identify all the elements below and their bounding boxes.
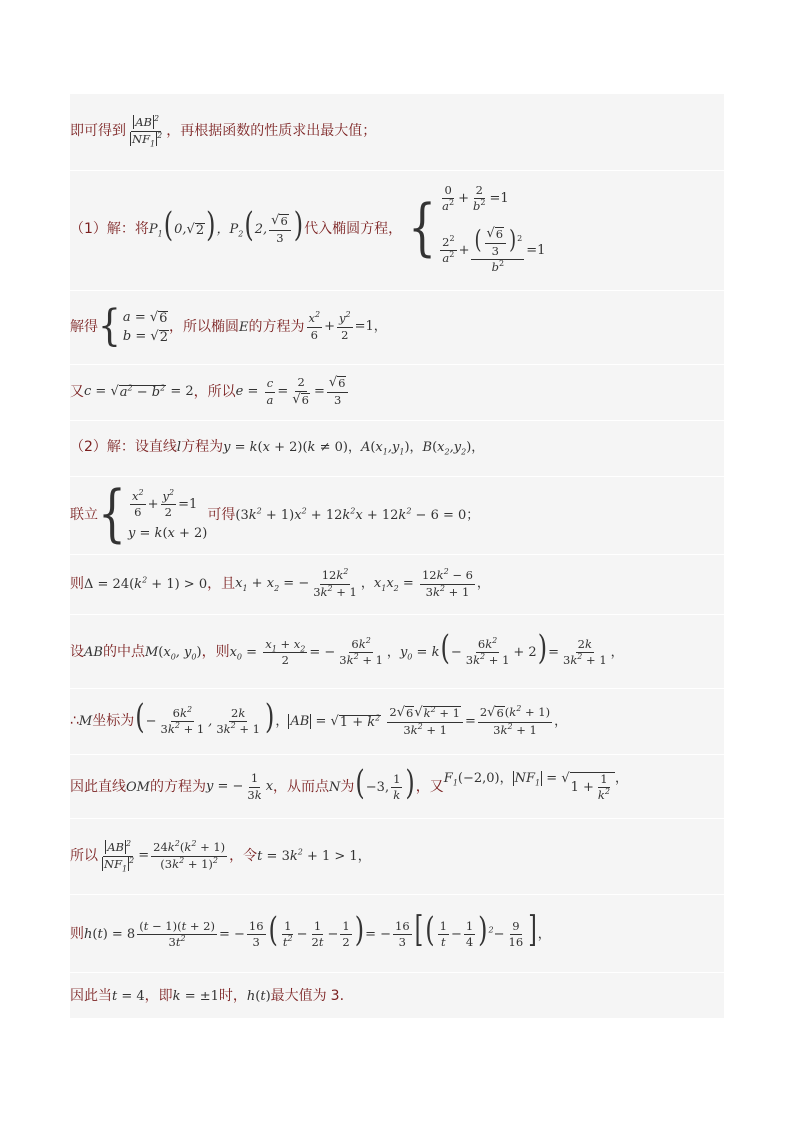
l12-text-a: 则	[70, 926, 84, 942]
line-11	[70, 824, 724, 888]
k-value: k = ±1	[172, 988, 219, 1004]
line-6	[70, 478, 724, 550]
line-12	[70, 902, 724, 966]
l4-text-a: 又	[70, 384, 84, 400]
h-function: h(t) = 8 $\frac{(t - 1)(t + 2)}{3t^2}$ = − $\frac{16}{3}$ ( $\frac{1}{t^2}$ − $\frac{1}{2t}$ − $\frac{1}{2}$ )= − $\frac{16}{3}$ [( $\frac{1}{t}$ − $\frac{1}{4}$ )$^2$− $\frac{9}{16}$ ]，	[84, 910, 551, 952]
l3-text-b: ，所以椭圆	[169, 319, 239, 335]
ellipse-system: { $\frac{0}{a^2}$ + $\frac{2}{b^2}$ =1 $\frac{2^2}{a^2}$ + ( √ 6 3 )$^2$ $b^2$ =1	[408, 182, 546, 275]
l8-text-a: 设	[70, 644, 84, 660]
l7-text-b: ，且	[207, 576, 236, 592]
l10-text-e: ，又	[415, 779, 444, 795]
l10-text-d: 为	[340, 779, 355, 795]
solution-panel	[70, 94, 724, 1018]
point-n: N	[329, 779, 341, 795]
ellipse-equation: $\frac{x^2}{6}$ + $\frac{y^2}{2}$ =1，	[308, 310, 387, 342]
c-equation: c = √ $a^2 - b^2$ = 2	[84, 383, 194, 400]
eccentricity: e = $\frac{c}{a}$ = 2 √ 6 = √ 6 3	[236, 376, 351, 407]
ratio-ab-nf1: $\frac{AB ^2}{NF_1^2}$	[132, 114, 163, 148]
max-value: 3.	[330, 988, 345, 1004]
quadratic: $(3k^2 + 1)x^2 + 12k^2x + 12k^2 - 6 = 0$；	[235, 506, 480, 523]
l8-text-c: ，则	[201, 644, 230, 660]
m-coords-and-ab: (− $\frac{6k^2}{3k^2 + 1}$ , $\frac{2k}{3k^2 + 1}$ )， AB = √ $1 + k^2$ 2 √ 6 √ $k^2 + 1$ $3k^2 + 1$ = 2 √ 6 $(k^2 + 1)$ $3k^2 + 1$ ，	[135, 697, 568, 737]
l11-text-b: ，令	[229, 848, 258, 864]
l5-text-a: （2）解：设直线	[70, 439, 177, 455]
ratio-expression: $\frac{AB ^2}{NF_1^2}$ = $\frac{24k^2(k^2 + 1)}{(3k^2 + 1)^2}$	[104, 839, 226, 873]
l13-text-b: ，即	[144, 988, 173, 1004]
line-7	[70, 560, 724, 608]
l11-text-a: 所以	[70, 848, 98, 864]
l3-text-a: 解得	[70, 319, 98, 335]
t-value: t = 4	[112, 988, 145, 1004]
line-2	[70, 174, 724, 284]
midpoint-m: $M(x_0$, $y_0$)	[144, 644, 202, 662]
l5-text-b: 方程为	[181, 439, 224, 455]
line-equation: y = k(x + 2)(k ≠ 0)，$A(x_1,y_1)$，$B(x_2,y_2)$，	[223, 439, 485, 457]
line-l: l	[176, 439, 182, 455]
line-3	[70, 298, 724, 356]
segment-ab: AB	[84, 644, 103, 660]
l10-text-a: 因此直线	[70, 779, 126, 795]
l10-text-b: 的方程为	[149, 779, 206, 795]
line-8	[70, 622, 724, 682]
l13-text-a: 因此当	[70, 988, 112, 1004]
n-coords: (−3, $\frac{1}{k}$ )	[355, 763, 415, 803]
midpoint-coords: $x_0$ = $\frac{x_1 + x_2}{2}$ = − $\frac{6k^2}{3k^2 + 1}$ ，$y_0 = k(-$ $\frac{6k^2}{3k^2 + 1}$ + 2)= $\frac{2k}{3k^2 + 1}$ ，	[229, 628, 624, 668]
l13-text-c: 时，	[218, 988, 247, 1004]
l1-text-a: 即可得到	[70, 123, 126, 139]
joint-system: { $\frac{x^2}{6}$ + $\frac{y^2}{2}$ =1 y = k(x + 2)	[98, 478, 208, 550]
l1-text-b: ，再根据函数的性质求出最大值；	[166, 123, 377, 139]
h-of-t: h(t)	[246, 988, 271, 1004]
l2-text-a: （1）解：将	[70, 221, 149, 237]
line-10	[70, 762, 724, 812]
vieta: $x_1 + x_2$ = − $\frac{12k^2}{3k^2 + 1}$ ，$x_1x_2$ = $\frac{12k^2 - 6}{3k^2 + 1}$ ，	[235, 567, 490, 599]
line-om: OM	[126, 779, 150, 795]
l9-text-a: ∴	[70, 713, 79, 729]
line-13	[70, 982, 724, 1010]
discriminant: $\Delta = 24(k^2 + 1) > 0$	[84, 575, 208, 592]
f1-and-nf1: $F_1(-2,0)$， $NF_1$ = √ 1 + $\frac{1}{k^2}$ ，	[443, 770, 628, 802]
point-m: M	[78, 713, 93, 729]
line-1	[70, 108, 724, 154]
l13-text-d: 最大值为	[270, 988, 327, 1004]
l9-text-b: 坐标为	[92, 713, 135, 729]
line-9	[70, 694, 724, 748]
om-equation: y = − $\frac{1}{3k}$ x	[205, 771, 274, 802]
line-5	[70, 432, 724, 462]
solution-ab: { a = √ 6 b = √ 2	[98, 301, 168, 351]
substitution: $t = 3k^2 + 1 > 1$，	[257, 847, 371, 864]
line-4	[70, 370, 724, 414]
l7-text-a: 则	[70, 576, 84, 592]
l4-text-b: ，所以	[193, 384, 236, 400]
point-p1: $P_1(0$, √ 2 )，$P_2(2$, √ 6 3 )	[148, 205, 304, 245]
l6-text-a: 联立	[70, 507, 98, 523]
l3-text-c: 的方程为	[248, 319, 305, 335]
l6-text-b: 可得	[207, 507, 236, 523]
l2-text-b: 代入椭圆方程，	[304, 221, 403, 237]
ellipse-e: E	[239, 319, 249, 335]
l8-text-b: 的中点	[102, 644, 145, 660]
l10-text-c: ，从而点	[273, 779, 330, 795]
